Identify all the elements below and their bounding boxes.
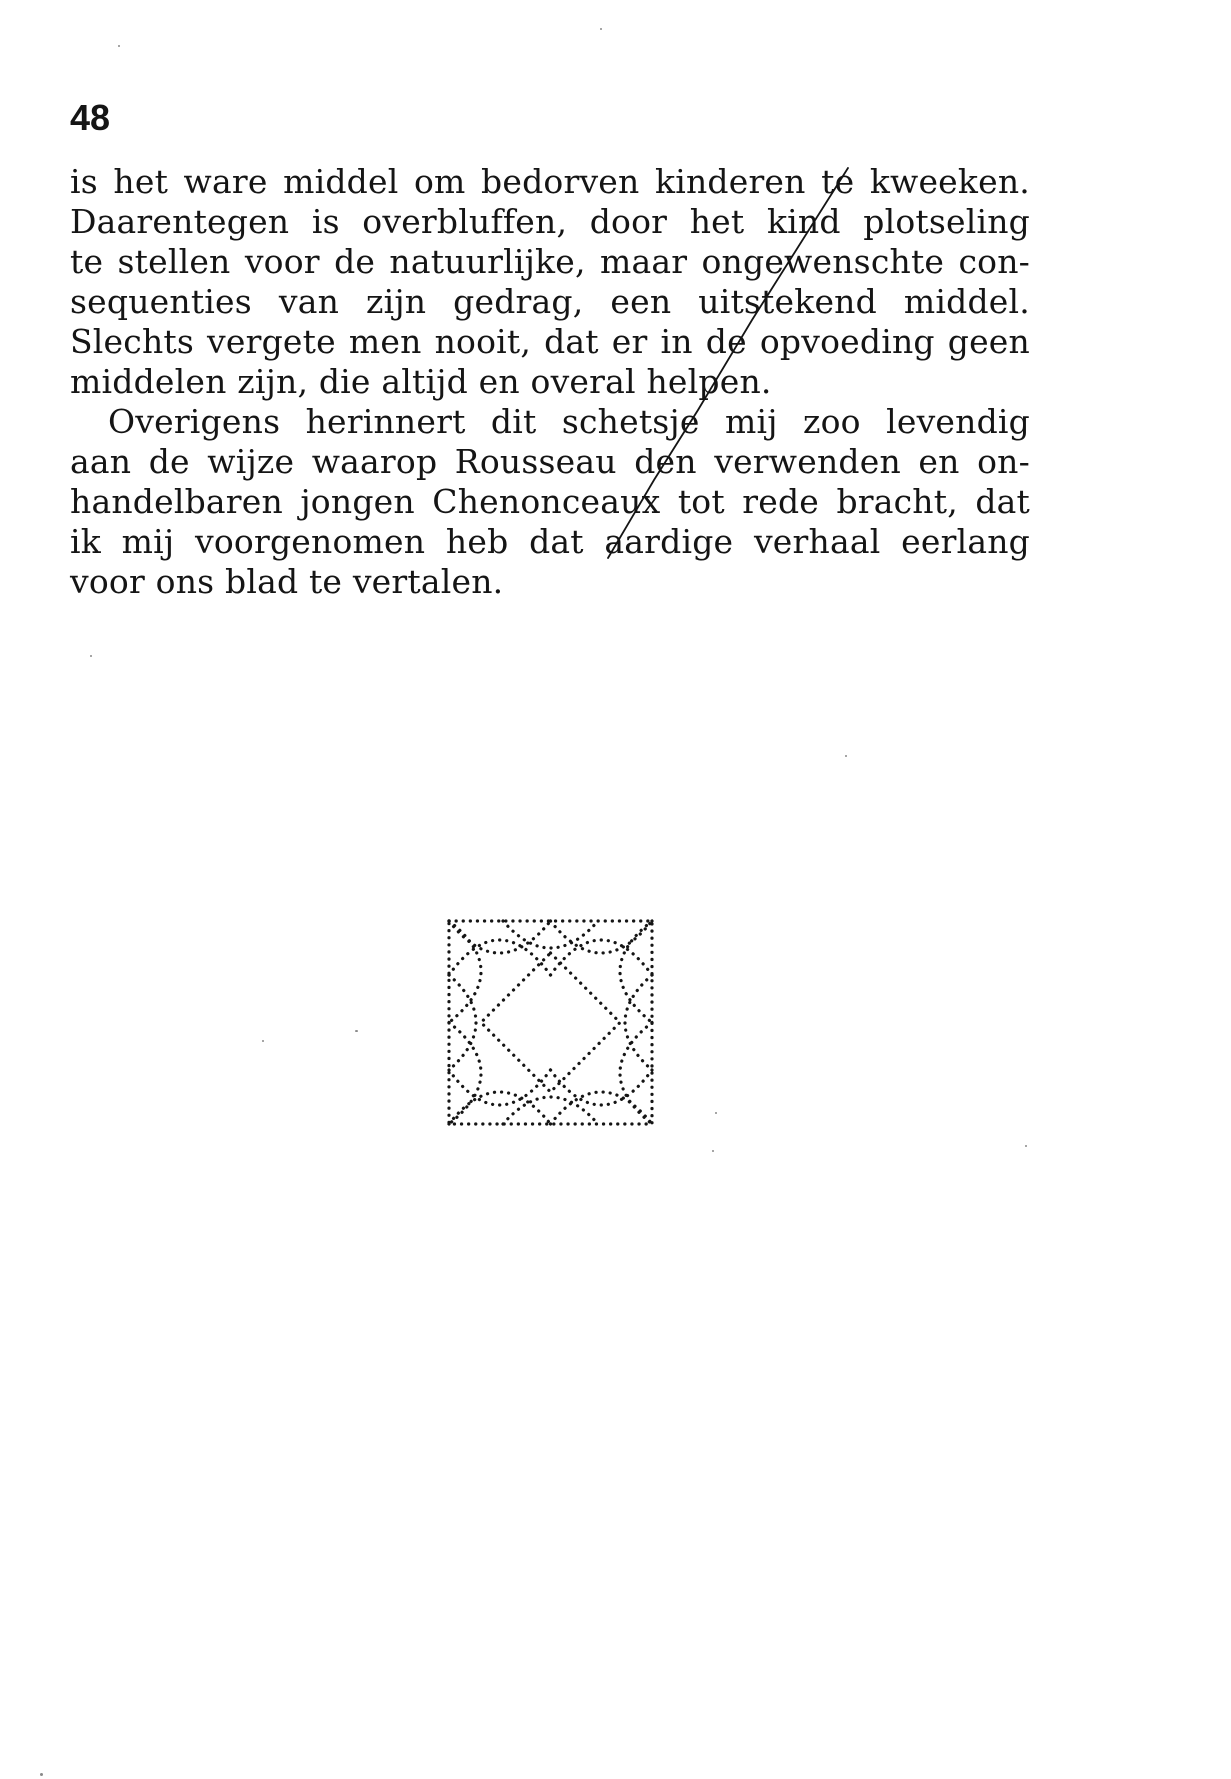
scan-speck bbox=[118, 45, 120, 47]
scan-speck bbox=[40, 1773, 43, 1776]
scan-speck bbox=[355, 1030, 358, 1032]
text-line-6: middelen zijn, die altijd en overal helpen. bbox=[70, 362, 772, 401]
dotted-ornament-icon bbox=[443, 915, 658, 1130]
text-line-11: voor ons blad te vertalen. bbox=[70, 562, 504, 601]
scan-speck bbox=[600, 28, 602, 30]
scan-speck bbox=[845, 755, 847, 757]
text-line-1: is het ware middel om bedorven kinderen te kweeken. bbox=[70, 162, 1030, 201]
scan-speck bbox=[90, 655, 92, 657]
scan-speck bbox=[262, 1040, 264, 1042]
text-line-9: handelbaren jongen Chenonceaux tot rede bracht, dat bbox=[70, 482, 1030, 521]
text-line-8: aan de wijze waarop Rousseau den verwenden en on- bbox=[70, 442, 1030, 481]
text-line-10: ik mij voorgenomen heb dat aardige verhaal eerlang bbox=[70, 522, 1030, 561]
scan-speck bbox=[1025, 1145, 1027, 1147]
text-line-5: Slechts vergete men nooit, dat er in de opvoeding geen bbox=[70, 322, 1030, 361]
scan-speck bbox=[715, 1112, 717, 1114]
text-line-7: Overigens herinnert dit schetsje mij zoo levendig bbox=[108, 402, 1030, 441]
text-line-3: te stellen voor de natuurlijke, maar ongewenschte con- bbox=[70, 242, 1030, 281]
text-line-4: sequenties van zijn gedrag, een uitstekend middel. bbox=[70, 282, 1030, 321]
scan-speck bbox=[712, 1150, 714, 1152]
body-text bbox=[70, 162, 1030, 602]
page-number: 48 bbox=[70, 97, 111, 138]
text-line-2: Daarentegen is overbluffen, door het kind plotseling bbox=[70, 202, 1030, 241]
